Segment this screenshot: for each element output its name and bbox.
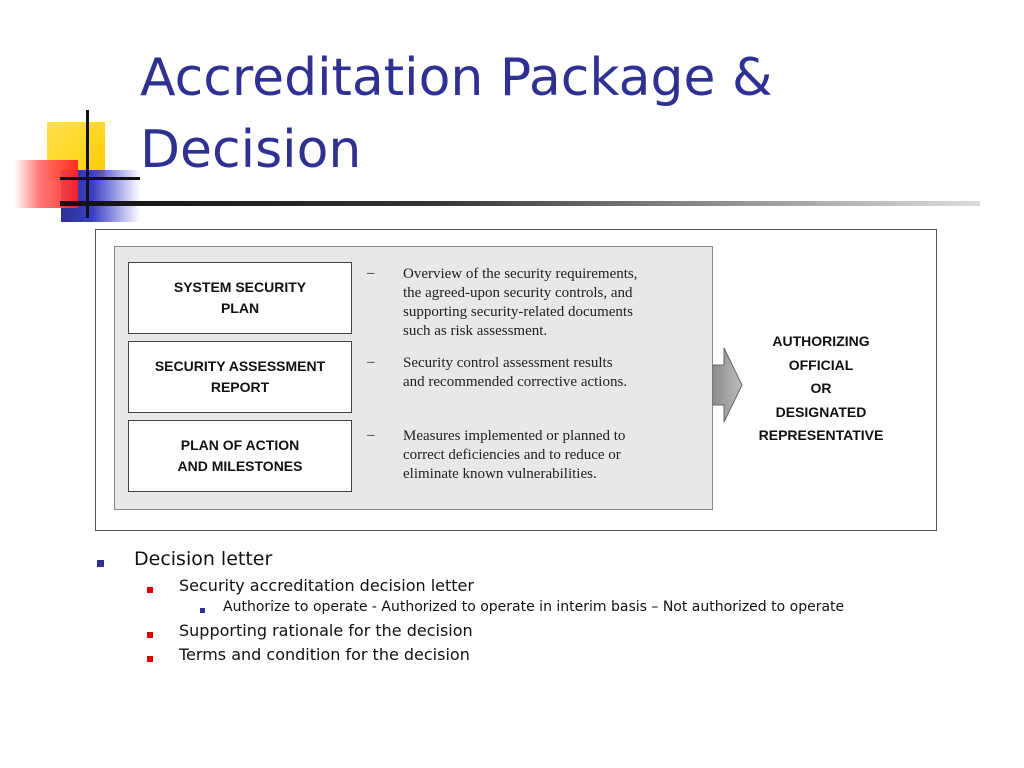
dash-2: – xyxy=(367,354,375,370)
security-assessment-report-description: Security control assessment results and recommended corrective actions. xyxy=(403,355,628,390)
accreditation-package-diagram xyxy=(95,229,937,531)
security-assessment-report-box: SECURITY ASSESSMENT REPORT xyxy=(128,341,352,413)
authority-line-2: OFFICIAL xyxy=(788,356,854,373)
bullet-security-decision-letter: Security accreditation decision letter xyxy=(179,576,474,595)
authority-line-1: AUTHORIZING xyxy=(772,333,870,349)
bullet-marker-level2 xyxy=(147,587,153,593)
slide-title xyxy=(140,42,1000,186)
bullet-marker-level1 xyxy=(97,560,104,567)
plan-of-action-description: Measures implemented or planned to correct deficiencies and to reduce or eliminate known vulnerabilities. xyxy=(403,428,626,482)
plan-of-action-box: PLAN OF ACTION AND MILESTONES xyxy=(128,420,352,492)
dash-3: – xyxy=(367,427,375,443)
bullet-marker-level2 xyxy=(147,656,153,662)
slide-title-line2: Decision xyxy=(140,120,362,180)
system-security-plan-box: SYSTEM SECURITY PLAN xyxy=(128,262,352,334)
dash-1: – xyxy=(367,265,375,281)
title-divider xyxy=(60,201,980,206)
authority-line-4: DESIGNATED xyxy=(775,403,867,420)
package-panel xyxy=(114,246,713,510)
bullet-terms-and-condition: Terms and condition for the decision xyxy=(179,645,470,664)
authorizing-official-label xyxy=(721,330,921,448)
bullet-authorize-options: Authorize to operate - Authorized to operate in interim basis – Not authorized to operate xyxy=(223,599,845,615)
authority-line-3: OR xyxy=(810,380,832,396)
slide-title-line1: Accreditation Package & xyxy=(140,48,773,108)
bullet-marker-level3 xyxy=(200,608,205,613)
system-security-plan-description: Overview of the security requirements, the agreed-upon security controls, and supporting security-related documents such as risk assessment. xyxy=(403,266,638,339)
bullet-supporting-rationale: Supporting rationale for the decision xyxy=(179,621,473,640)
horizontal-line xyxy=(60,177,140,180)
bullet-decision-letter: Decision letter xyxy=(134,548,273,570)
bullet-marker-level2 xyxy=(147,632,153,638)
authority-line-5: REPRESENTATIVE xyxy=(758,427,884,443)
